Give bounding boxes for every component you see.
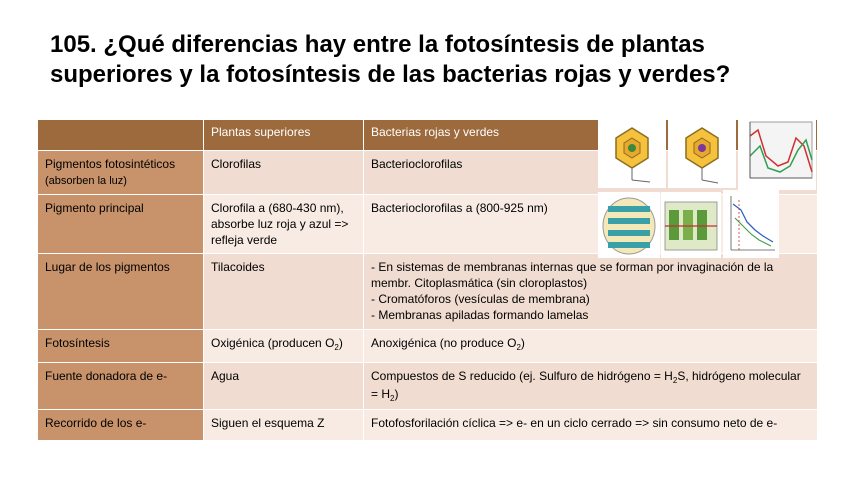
- list-item: - En sistemas de membranas internas que se forman por invaginación de la membr. Citoplasmática (sin cloroplastos): [371, 260, 774, 290]
- cell-text: S, hidrógeno molecular = H: [371, 369, 801, 401]
- cell-bacterias: Bacterioclorofilas a (800-925 nm): [364, 195, 818, 254]
- cell-bacterias: [364, 254, 818, 330]
- table-row: [38, 363, 818, 410]
- row-label: Fotosíntesis: [38, 330, 204, 363]
- cell-text: ): [338, 336, 343, 350]
- cell-text: ): [394, 387, 399, 401]
- header-bacterias: Bacterias rojas y verdes: [364, 120, 818, 151]
- row-label: [38, 151, 204, 195]
- absorption-spectrum-chart-icon: [738, 116, 816, 190]
- membrane-diagram-icon: [598, 192, 660, 258]
- cell-plantas: [204, 330, 364, 363]
- cell-plantas: Siguen el esquema Z: [204, 410, 364, 441]
- header-empty: [38, 120, 204, 151]
- cell-text: ): [520, 336, 525, 350]
- header-plantas: Plantas superiores: [204, 120, 364, 151]
- bacteriochlorophyll-structure-icon: [668, 118, 736, 188]
- cell-bacterias: Fotofosforilación cíclica => e- en un ciclo cerrado => sin consumo neto de e-: [364, 410, 818, 441]
- row-label: Lugar de los pigmentos: [38, 254, 204, 330]
- subscript: 2: [516, 343, 521, 352]
- row-label: Pigmento principal: [38, 195, 204, 254]
- row-label-text: Pigmentos fotosintéticos: [45, 157, 176, 171]
- table-row: [38, 410, 818, 441]
- cell-plantas: Clorofila a (680-430 nm), absorbe luz roja y azul => refleja verde: [204, 195, 364, 254]
- chlorophyll-structure-icon: [598, 118, 666, 188]
- cell-text: Anoxigénica (no produce O: [371, 336, 517, 350]
- cell-bacterias: [364, 330, 818, 363]
- cell-bacterias: Bacterioclorofilas: [364, 151, 818, 195]
- thylakoid-diagram-icon: [661, 192, 721, 258]
- cell-text: Compuestos de S reducido (ej. Sulfuro de hidrógeno = H: [371, 369, 673, 383]
- table-row: [38, 254, 818, 330]
- subscript: 2: [390, 394, 395, 403]
- row-label: Recorrido de los e-: [38, 410, 204, 441]
- cell-text: Oxigénica (producen O: [211, 336, 335, 350]
- spectrum-plot-icon: [723, 190, 779, 258]
- list-item: - Membranas apiladas formando lamelas: [371, 308, 589, 322]
- cell-plantas: Tilacoides: [204, 254, 364, 330]
- subscript: 2: [334, 343, 339, 352]
- cell-bacterias: [364, 363, 818, 410]
- table-row: [38, 330, 818, 363]
- cell-plantas: Agua: [204, 363, 364, 410]
- list-item: - Cromatóforos (vesículas de membrana): [371, 292, 590, 306]
- slide-title: 105. ¿Qué diferencias hay entre la fotosíntesis de plantas superiores y la fotosíntesis de las bacterias rojas y verdes?: [50, 31, 731, 88]
- cell-plantas: Clorofilas: [204, 151, 364, 195]
- row-label: Fuente donadora de e-: [38, 363, 204, 410]
- row-label-sub: (absorben la luz): [45, 175, 127, 187]
- subscript: 2: [672, 376, 678, 385]
